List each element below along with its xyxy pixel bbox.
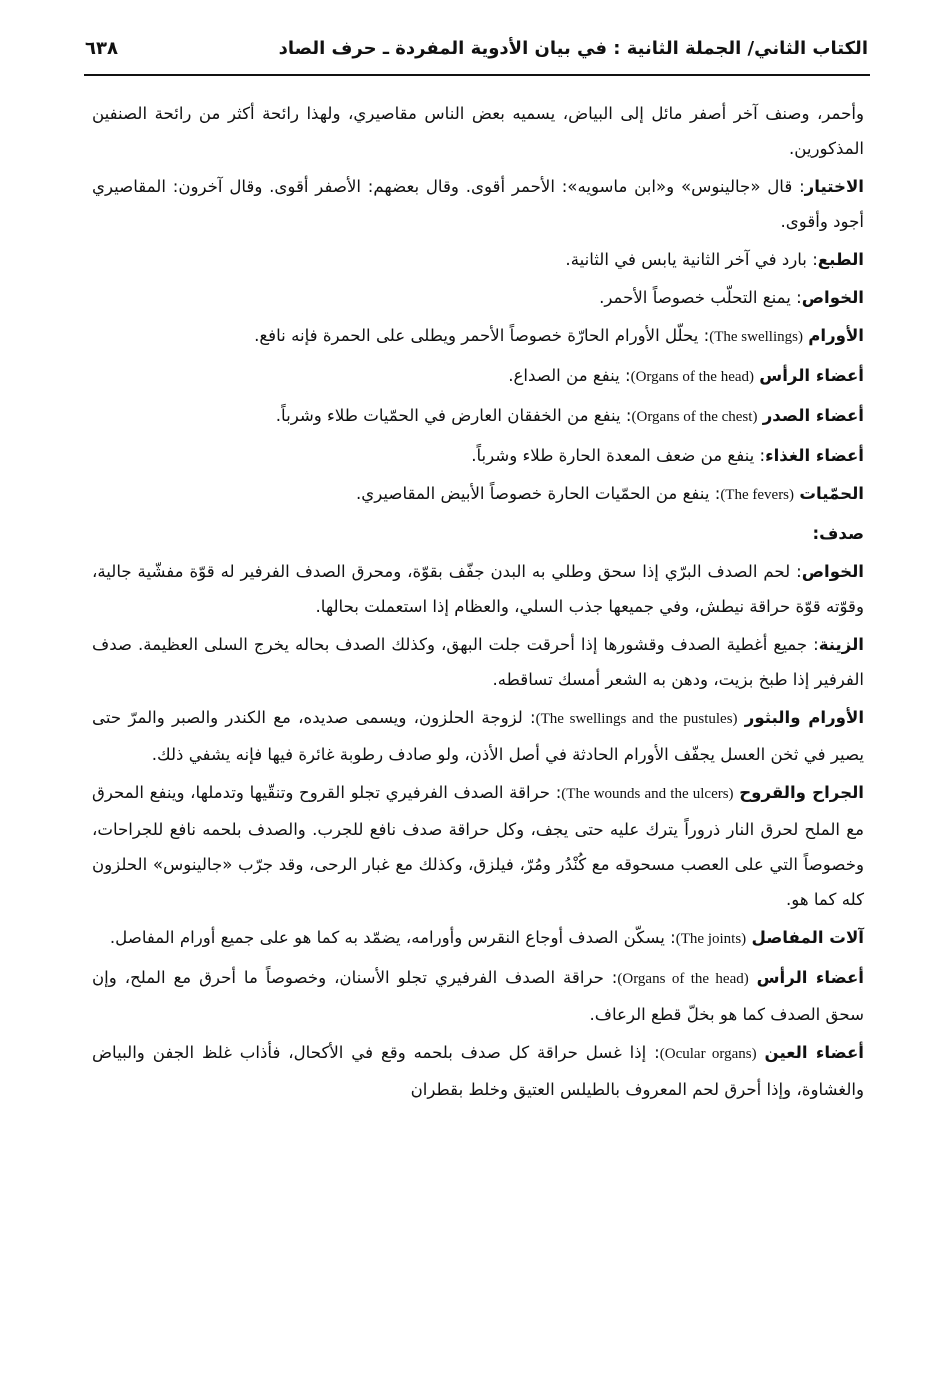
paragraph-text: : ينفع من ضعف المعدة الحارة طلاء وشرباً. bbox=[471, 446, 766, 465]
paragraph-text: : بارد في آخر الثانية يابس في الثانية. bbox=[565, 250, 818, 269]
entry-heading: الحمّيات bbox=[799, 484, 864, 503]
english-gloss: (The wounds and the ulcers) bbox=[561, 786, 734, 802]
section-heading bbox=[92, 516, 864, 551]
paragraph bbox=[92, 627, 864, 697]
entry-heading: صدف bbox=[819, 524, 864, 543]
english-gloss: (The joints) bbox=[675, 931, 747, 947]
english-gloss: (The swellings) bbox=[709, 329, 803, 345]
paragraph-text: : لزوجة الحلزون، ويسمى صديده، مع الكندر والصبر والمرّ حتى يصير في ثخن العسل يجفّف الأورام الحادثة في أصل الأذن، ولو صادف رطوبة غائرة فيها فإنه يشفي ذلك. bbox=[92, 708, 864, 764]
paragraph-text: : ينفع من الخفقان العارض في الحمّيات طلاء وشرباً. bbox=[275, 406, 632, 425]
page-body bbox=[92, 96, 864, 1110]
entry-heading: الخواص bbox=[801, 562, 864, 581]
entry-heading: أعضاء الرأس bbox=[756, 968, 864, 987]
header-title: الكتاب الثاني/ الجملة الثانية : في بيان الأدوية المفردة ـ حرف الصاد bbox=[278, 37, 868, 59]
entry-heading: الاختيار bbox=[804, 177, 864, 196]
english-gloss: (The fevers) bbox=[720, 487, 795, 503]
entry-heading: الأورام bbox=[808, 326, 864, 345]
entry-heading: الجراح والقروح bbox=[739, 783, 864, 802]
paragraph-text: : إذا غسل حراقة كل صدف بلحمه وقع في الأكحال، فأذاب غلظ الجفن والبياض والغشاوة، وإذا أحرق لحم المعروف بالطيلس العتيق وخلط بقطران bbox=[92, 1043, 864, 1099]
paragraph bbox=[92, 358, 864, 395]
entry-heading: الأورام والبثور bbox=[744, 708, 865, 727]
english-gloss: (Organs of the head) bbox=[617, 971, 749, 987]
running-header bbox=[85, 28, 868, 68]
page-number: ٦٣٨ bbox=[85, 37, 118, 59]
paragraph-text: : bbox=[812, 524, 820, 543]
paragraph bbox=[92, 242, 864, 277]
english-gloss: (Organs of the head) bbox=[630, 369, 755, 385]
entry-heading: أعضاء العين bbox=[764, 1043, 864, 1062]
paragraph bbox=[92, 920, 864, 957]
paragraph bbox=[92, 775, 864, 917]
entry-heading: الزينة bbox=[818, 635, 864, 654]
paragraph-text: : ينفع من الحمّيات الحارة خصوصاً الأبيض المقاصيري. bbox=[356, 484, 721, 503]
paragraph-text: : حراقة الصدف الفرفيري تجلو القروح وتنقّيها وتدملها، وينفع المحرق مع الملح لحرق النار ذروراً يترك عليه حتى يجف، وكل حراقة صدف نافع للجرب. والصدف بلحمه نافع للجراحات، وخصوصاً التي على العصب مسحوقه مع كُنْدُر ومُرّ، فيلزق، وكذلك مع غبار الرحى، وقد جرّب «جالينوس» الحلزون كله كما هو. bbox=[92, 783, 864, 909]
paragraph bbox=[92, 438, 864, 473]
paragraph-text: : يسكّن الصدف أوجاع النقرس وأورامه، يضمّد به كما هو على جميع أورام المفاصل. bbox=[109, 928, 676, 947]
paragraph-text: : لحم الصدف البرّي إذا سحق وطلي به البدن جفّف بقوّة، ومحرق الصدف الفرفير له قوّة مفشّية جالية، وقوّته قوّة حراقة نيطش، وفي جميعها جذب السلي، والعظام إذا استعملت بحالها. bbox=[92, 562, 864, 616]
entry-heading: أعضاء الصدر bbox=[762, 406, 864, 425]
english-gloss: (The swellings and the pustules) bbox=[535, 711, 738, 727]
paragraph bbox=[92, 476, 864, 513]
paragraph bbox=[92, 280, 864, 315]
paragraph bbox=[92, 1035, 864, 1107]
paragraph-text: : يحلّل الأورام الحارّة خصوصاً الأحمر ويطلى على الحمرة فإنه نافع. bbox=[254, 326, 710, 345]
paragraph bbox=[92, 398, 864, 435]
entry-heading: أعضاء الغذاء bbox=[765, 446, 864, 465]
english-gloss: (Organs of the chest) bbox=[631, 409, 758, 425]
paragraph bbox=[92, 554, 864, 624]
entry-heading: الخواص bbox=[801, 288, 864, 307]
header-rule bbox=[84, 74, 870, 76]
paragraph-text: : جميع أغطية الصدف وقشورها إذا أحرقت جلت البهق، وكذلك الصدف بحاله يخرج السلى العظيمة. صدف الفرفير إذا طبخ بزيت، ودهن به الشعر أمسك تساقطه. bbox=[92, 635, 864, 689]
paragraph bbox=[92, 96, 864, 166]
english-gloss: (Ocular organs) bbox=[659, 1046, 757, 1062]
paragraph bbox=[92, 700, 864, 772]
paragraph-text: : حراقة الصدف الفرفيري تجلو الأسنان، وخصوصاً ما أحرق مع الملح، وإن سحق الصدف كما هو بخلّ قطع الرعاف. bbox=[92, 968, 864, 1024]
paragraph bbox=[92, 169, 864, 239]
entry-heading: الطبع bbox=[817, 250, 864, 269]
entry-heading: آلات المفاصل bbox=[751, 928, 864, 947]
paragraph-text: : ينفع من الصداع. bbox=[508, 366, 631, 385]
paragraph bbox=[92, 960, 864, 1032]
paragraph bbox=[92, 318, 864, 355]
paragraph-text: وأحمر، وصنف آخر أصفر مائل إلى البياض، يسميه بعض الناس مقاصيري، ولهذا رائحة أكثر من رائحة الصنفين المذكورين. bbox=[92, 104, 864, 158]
entry-heading: أعضاء الرأس bbox=[759, 366, 864, 385]
paragraph-text: : قال «جالينوس» و«ابن ماسويه»: الأحمر أقوى. وقال بعضهم: الأصفر أقوى. وقال آخرون: المقاصيري أجود وأقوى. bbox=[92, 177, 864, 231]
paragraph-text: : يمنع التحلّب خصوصاً الأحمر. bbox=[599, 288, 802, 307]
